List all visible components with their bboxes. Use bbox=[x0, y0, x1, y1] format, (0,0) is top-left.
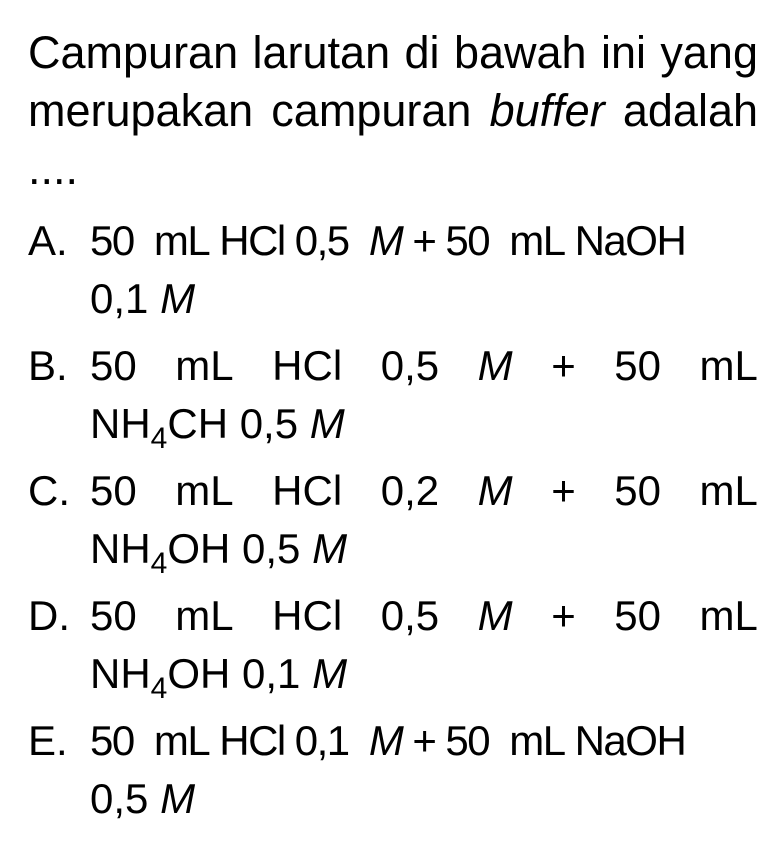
reagent-2: NaOH bbox=[574, 717, 686, 764]
option-d[interactable] bbox=[28, 587, 758, 705]
molar-unit-1: M bbox=[477, 342, 513, 389]
option-body bbox=[90, 212, 758, 330]
reagent-2: NaOH bbox=[574, 217, 686, 264]
option-line-2 bbox=[90, 645, 758, 703]
option-line-1 bbox=[90, 462, 758, 520]
option-body bbox=[90, 462, 758, 580]
question-emphasis: buffer bbox=[489, 85, 605, 136]
option-line-2 bbox=[90, 770, 758, 828]
volume-1-value: 50 bbox=[90, 342, 137, 389]
volume-2-unit: mL bbox=[699, 467, 758, 514]
volume-2-unit: mL bbox=[699, 592, 758, 639]
volume-2-value: 50 bbox=[614, 592, 661, 639]
concentration-2: 0,5 M bbox=[90, 775, 196, 822]
option-a[interactable] bbox=[28, 212, 758, 330]
option-e[interactable] bbox=[28, 712, 758, 830]
options-list bbox=[28, 212, 758, 837]
question-text-before: Campuran larutan di bawah ini yang merupakan campuran bbox=[28, 27, 758, 136]
volume-2: 50 mL bbox=[445, 217, 565, 264]
volume-1-unit: mL bbox=[175, 467, 234, 514]
volume-2: 50 mL bbox=[445, 717, 565, 764]
option-c[interactable] bbox=[28, 462, 758, 580]
concentration-2: 0,5 M bbox=[239, 400, 345, 447]
reagent-1: HCl bbox=[272, 592, 343, 639]
option-line-2 bbox=[90, 520, 758, 578]
concentration-1-value: 0,2 bbox=[380, 467, 440, 514]
molar-unit-1: M bbox=[477, 467, 513, 514]
concentration-1: 0,5 M bbox=[294, 217, 403, 264]
option-line-2 bbox=[90, 270, 758, 328]
plus-sign: + bbox=[412, 717, 436, 764]
molar-unit-1: M bbox=[477, 592, 513, 639]
option-line-2 bbox=[90, 395, 758, 453]
volume-1: 50 mL bbox=[90, 217, 210, 264]
option-body bbox=[90, 712, 758, 830]
volume-1-unit: mL bbox=[175, 342, 234, 389]
plus-sign: + bbox=[551, 467, 576, 514]
option-letter: C. bbox=[28, 467, 70, 514]
plus-sign: + bbox=[551, 342, 576, 389]
concentration-2: 0,1 M bbox=[90, 275, 196, 322]
option-line-1 bbox=[90, 587, 758, 645]
reagent-2: $NH_4CH$ bbox=[90, 400, 229, 455]
question-text-after: adalah .... bbox=[28, 85, 758, 194]
option-letter: B. bbox=[28, 342, 68, 389]
reagent-1: HCl bbox=[219, 217, 285, 264]
volume-1: 50 mL bbox=[90, 717, 210, 764]
question-text bbox=[28, 24, 758, 198]
volume-1-value: 50 bbox=[90, 592, 137, 639]
option-body bbox=[90, 587, 758, 705]
concentration-2: 0,5 M bbox=[242, 525, 348, 572]
option-line-1 bbox=[90, 712, 758, 770]
concentration-1-value: 0,5 bbox=[380, 342, 440, 389]
option-line-1 bbox=[90, 337, 758, 395]
option-line-1 bbox=[90, 212, 758, 270]
option-letter: E. bbox=[28, 717, 68, 764]
reagent-2: $NH_4OH$ bbox=[90, 650, 231, 705]
concentration-1-value: 0,5 bbox=[380, 592, 440, 639]
reagent-1: HCl bbox=[272, 342, 343, 389]
volume-1-unit: mL bbox=[175, 592, 234, 639]
reagent-2: $NH_4OH$ bbox=[90, 525, 231, 580]
volume-1-value: 50 bbox=[90, 467, 137, 514]
plus-sign: + bbox=[551, 592, 576, 639]
option-body bbox=[90, 337, 758, 455]
option-letter: A. bbox=[28, 217, 68, 264]
option-b[interactable] bbox=[28, 337, 758, 455]
volume-2-value: 50 bbox=[614, 342, 661, 389]
option-letter: D. bbox=[28, 592, 70, 639]
reagent-1: HCl bbox=[272, 467, 343, 514]
volume-2-value: 50 bbox=[614, 467, 661, 514]
reagent-1: HCl bbox=[219, 717, 285, 764]
plus-sign: + bbox=[412, 217, 436, 264]
volume-2-unit: mL bbox=[699, 342, 758, 389]
concentration-1: 0,1 M bbox=[294, 717, 403, 764]
concentration-2: 0,1 M bbox=[242, 650, 348, 697]
